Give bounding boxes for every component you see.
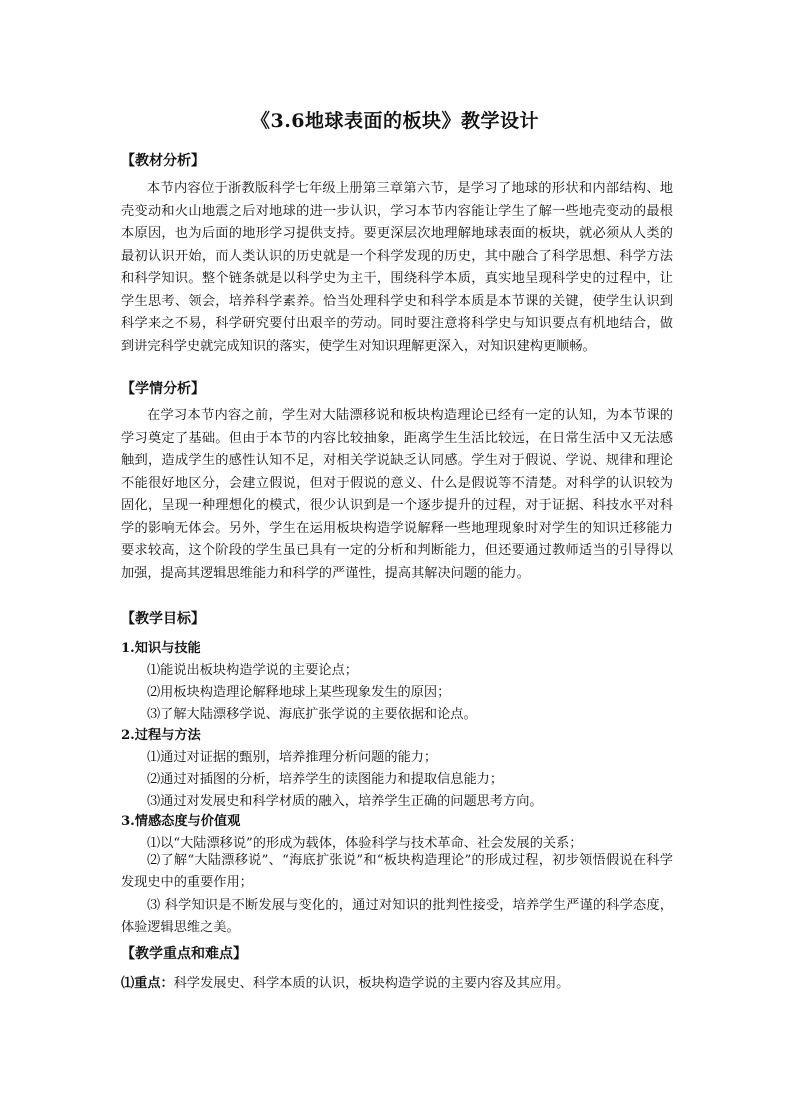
paragraph-textbook: 本节内容位于浙教版科学七年级上册第三章第六节，是学习了地球的形状和内部结构、地壳变动和火山地震之后对地球的进一步认识，学习本节内容能让学生了解一些地壳变动的最根本原因，也为后面的地形学习提供支持。要更深层次地理解地球表面的板块，就必须从人类的最初认识开始，而人类认识的历史就是一个科学发现的历史，其中融合了科学思想、科学方法和科学知识。整个链条就是以科学史为主干，围绕科学本质，真实地呈现科学史的过程中，让学生思考、领会，培养科学素养。恰当处理科学史和科学本质是本节课的关键，使学生认识到科学来之不易，科学研究要付出艰辛的劳动。同时要注意将科学史与知识要点有机地结合，做到讲完科学史就完成知识的落实，使学生对知识理解更深入，对知识建构更顺畅。	[121, 181, 673, 354]
goals-process-label: 2.过程与方法	[121, 728, 201, 743]
goals-knowledge-item: ⑵用板块构造理论解释地球上某些现象发生的原因；	[147, 685, 451, 700]
goals-attitude-label: 3.情感态度与价值观	[121, 814, 241, 829]
keypoint-focus-text: 科学发展史、科学本质的认识，板块构造学说的主要内容及其应用。	[173, 976, 570, 991]
keypoint-focus	[121, 972, 569, 991]
section-heading-students: 【学情分析】	[121, 381, 205, 397]
goals-process-item: ⑶通过对发展史和科学材质的融入，培养学生正确的问题思考方向。	[147, 794, 543, 809]
section-heading-goals: 【教学目标】	[121, 611, 205, 627]
page-title: 《3.6地球表面的板块》教学设计	[250, 110, 540, 132]
goals-process-item: ⑵通过对插图的分析，培养学生的读图能力和提取信息能力；	[147, 772, 504, 787]
goals-attitude-item: ⑵了解“大陆漂移说”、“海底扩张说”和“板块构造理论”的形成过程，初步领悟假说在科学发现史中的重要作用；	[121, 853, 673, 890]
section-heading-textbook: 【教材分析】	[121, 153, 205, 169]
goals-knowledge-item: ⑶了解大陆漂移学说、海底扩张学说的主要依据和论点。	[147, 707, 477, 722]
goals-knowledge-item: ⑴能说出板块构造学说的主要论点；	[147, 663, 358, 678]
section-heading-keypoints: 【教学重点和难点】	[121, 946, 247, 962]
goals-attitude-item: ⑴以“大陆漂移说”的形成为载体，体验科学与技术革命、社会发展的关系；	[147, 836, 583, 851]
goals-process-item: ⑴通过对证据的甄别，培养推理分析问题的能力；	[147, 750, 438, 765]
paragraph-students: 在学习本节内容之前，学生对大陆漂移说和板块构造理论已经有一定的认知，为本节课的学习奠定了基础。但由于本节的内容比较抽象，距离学生生活比较远，在日常生活中又无法感触到，造成学生的感性认知不足，对相关学说缺乏认同感。学生对于假说、学说、规律和理论不能很好地区分，会建立假说，但对于假说的意义、什么是假说等不清楚。对科学的认识较为固化，呈现一种理想化的模式，很少认识到是一个逐步提升的过程，对于证据、科技水平对科学的影响无体会。另外，学生在运用板块构造学说解释一些地理现象时对学生的知识迁移能力要求较高，这个阶段的学生虽已具有一定的分析和判断能力，但还要通过教师适当的引导得以加强，提高其逻辑思维能力和科学的严谨性，提高其解决问题的能力。	[121, 408, 673, 581]
goals-knowledge-label: 1.知识与技能	[121, 641, 201, 656]
keypoint-focus-label: ⑴重点：	[121, 976, 174, 991]
goals-attitude-item: ⑶ 科学知识是不断发展与变化的，通过对知识的批判性接受，培养学生严谨的科学态度，体验逻辑思维之美。	[121, 898, 673, 935]
